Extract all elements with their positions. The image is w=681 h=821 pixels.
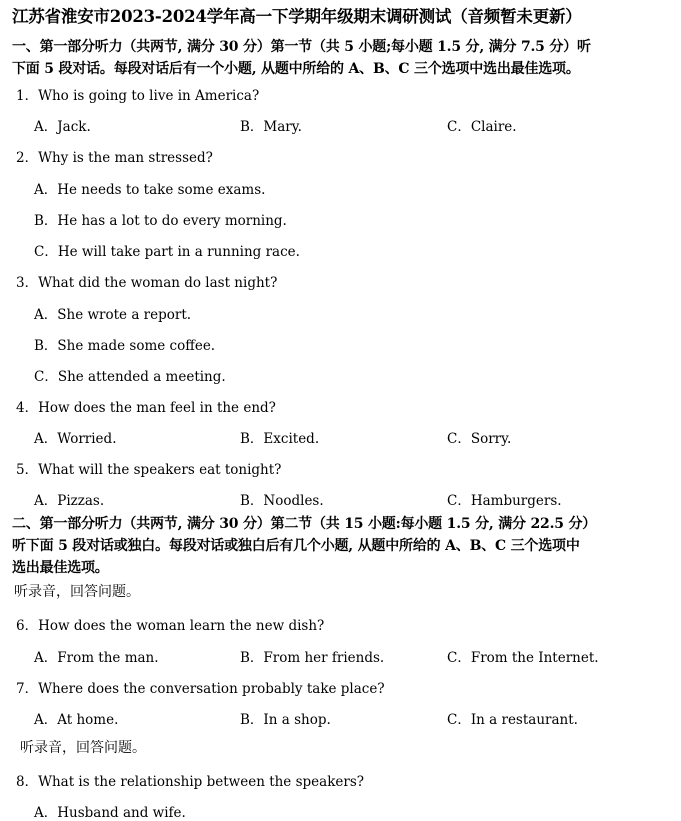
question-7 (16, 677, 385, 697)
option-5-a: A．Pizzas. (34, 493, 105, 509)
option-7-c: C．In a restaurant. (447, 712, 578, 728)
question-8 (16, 770, 364, 790)
option-4-a: A．Worried. (34, 431, 117, 447)
question-text: How does the woman learn the new dish? (38, 618, 325, 634)
question-text: Why is the man stressed? (38, 150, 213, 166)
question-4 (16, 396, 276, 416)
question-1 (16, 84, 259, 104)
question-6 (16, 614, 324, 634)
option-1-c: C．Claire. (447, 119, 517, 135)
section-2-line-1: 二、第一部分听力（共两节, 满分 30 分）第二节（共 15 小题:每小题 1.5 分, 满分 22.5 分） (12, 516, 597, 532)
question-number: 4． (16, 400, 39, 416)
question-number: 8． (16, 774, 39, 790)
option-7-b: B．In a shop. (240, 712, 331, 728)
question-3 (16, 271, 277, 291)
option-5-b: B．Noodles. (240, 493, 324, 509)
option-3-b: B．She made some coffee. (34, 338, 216, 354)
question-text: Who is going to live in America? (38, 88, 260, 104)
section-2-line-2: 听下面 5 段对话或独白。每段对话或独白后有几个小题, 从题中所给的 A、B、C 三个选项中 (12, 538, 580, 554)
option-8-a: A．Husband and wife. (34, 805, 186, 821)
option-5-c: C．Hamburgers. (447, 493, 562, 509)
option-4-c: C．Sorry. (447, 431, 512, 447)
section-2-heading (12, 513, 662, 579)
question-5 (16, 458, 281, 478)
option-2-a: A．He needs to take some exams. (34, 182, 266, 198)
section-2-line-3: 选出最佳选项。 (12, 560, 109, 576)
question-text: How does the man feel in the end? (38, 400, 276, 416)
question-text: What did the woman do last night? (38, 275, 278, 291)
option-1-a: A．Jack. (34, 119, 91, 135)
question-text: What will the speakers eat tonight? (38, 462, 282, 478)
listening-instruction-1: 听录音，回答问题。 (14, 584, 140, 600)
question-number: 6． (16, 618, 39, 634)
option-2-c: C．He will take part in a running race. (34, 244, 300, 260)
question-text: Where does the conversation probably take place? (38, 681, 385, 697)
option-3-a: A．She wrote a report. (34, 307, 192, 323)
question-2 (16, 146, 213, 166)
section-1-line-2: 下面 5 段对话。每段对话后有一个小题, 从题中所给的 A、B、C 三个选项中选出最佳选项。 (12, 61, 580, 77)
option-6-c: C．From the Internet. (447, 650, 599, 666)
option-7-a: A．At home. (34, 712, 119, 728)
option-6-b: B．From her friends. (240, 650, 385, 666)
question-number: 2． (16, 150, 39, 166)
question-text: What is the relationship between the speakers? (38, 774, 364, 790)
option-2-b: B．He has a lot to do every morning. (34, 213, 287, 229)
option-1-b: B．Mary. (240, 119, 302, 135)
question-number: 7． (16, 681, 39, 697)
section-1-heading (12, 36, 662, 80)
option-6-a: A．From the man. (34, 650, 159, 666)
section-1-line-1: 一、第一部分听力（共两节, 满分 30 分）第一节（共 5 小题;每小题 1.5 分, 满分 7.5 分）听 (12, 39, 591, 55)
option-4-b: B．Excited. (240, 431, 320, 447)
question-number: 1． (16, 88, 39, 104)
option-3-c: C．She attended a meeting. (34, 369, 226, 385)
question-number: 3． (16, 275, 39, 291)
question-number: 5． (16, 462, 39, 478)
page-title: 江苏省淮安市2023-2024学年高一下学期年级期末调研测试（音频暂未更新） (12, 7, 582, 26)
listening-instruction-2: 听录音，回答问题。 (20, 740, 146, 756)
